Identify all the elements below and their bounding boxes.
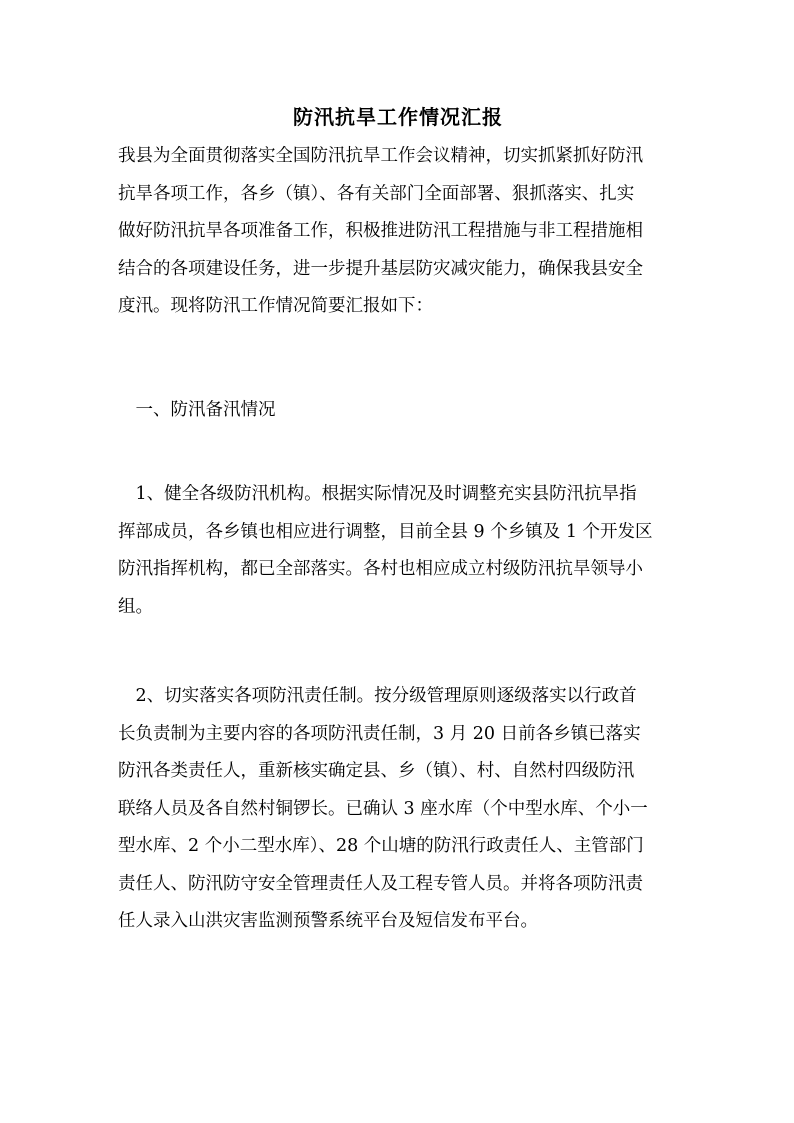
item2-line: 责任人、防汛防守安全管理责任人及工程专管人员。并将各项防汛责 [118, 873, 643, 894]
item2-paragraph [118, 678, 678, 941]
item1-line: 防汛指挥机构，都已全部落实。各村也相应成立村级防汛抗旱领导小 [118, 559, 643, 579]
intro-line: 结合的各项建设任务，进一步提升基层防灾减灾能力，确保我县安全 [118, 258, 643, 279]
section-heading-text: 一、防汛备汛情况 [118, 400, 276, 420]
intro-paragraph [118, 138, 678, 326]
item2-line: 2、切实落实各项防汛责任制。按分级管理原则逐级落实以行政首 [118, 686, 637, 706]
intro-line: 度汛。现将防汛工作情况简要汇报如下： [118, 296, 433, 316]
intro-line: 抗旱各项工作，各乡（镇）、各有关部门全面部署、狠抓落实、扎实 [118, 183, 635, 204]
section-heading [118, 392, 678, 430]
item2-line: 长负责制为主要内容的各项防汛责任制，3 月 20 日前各乡镇已落实 [118, 723, 641, 744]
intro-line: 我县为全面贯彻落实全国防汛抗旱工作会议精神，切实抓紧抓好防汛 [118, 146, 643, 166]
item2-line: 联络人员及各自然村铜锣长。已确认 3 座水库（个中型水库、个小一 [118, 798, 648, 819]
item2-line: 任人录入山洪灾害监测预警系统平台及短信发布平台。 [118, 911, 538, 931]
item1-line: 1、健全各级防汛机构。根据实际情况及时调整充实县防汛抗旱指 [118, 484, 637, 504]
intro-line: 做好防汛抗旱各项准备工作，积极推进防汛工程措施与非工程措施相 [118, 221, 643, 241]
item1-paragraph [118, 476, 678, 626]
item1-line: 组。 [118, 596, 153, 617]
item2-line: 防汛各类责任人，重新核实确定县、乡（镇）、村、自然村四级防汛 [118, 761, 635, 781]
document-title: 防汛抗旱工作情况汇报 [293, 105, 503, 129]
item1-line: 挥部成员，各乡镇也相应进行调整，目前全县 9 个乡镇及 1 个开发区 [118, 521, 653, 542]
item2-line: 型水库、2 个小二型水库）、28 个山塘的防汛行政责任人、主管部门 [118, 836, 644, 856]
